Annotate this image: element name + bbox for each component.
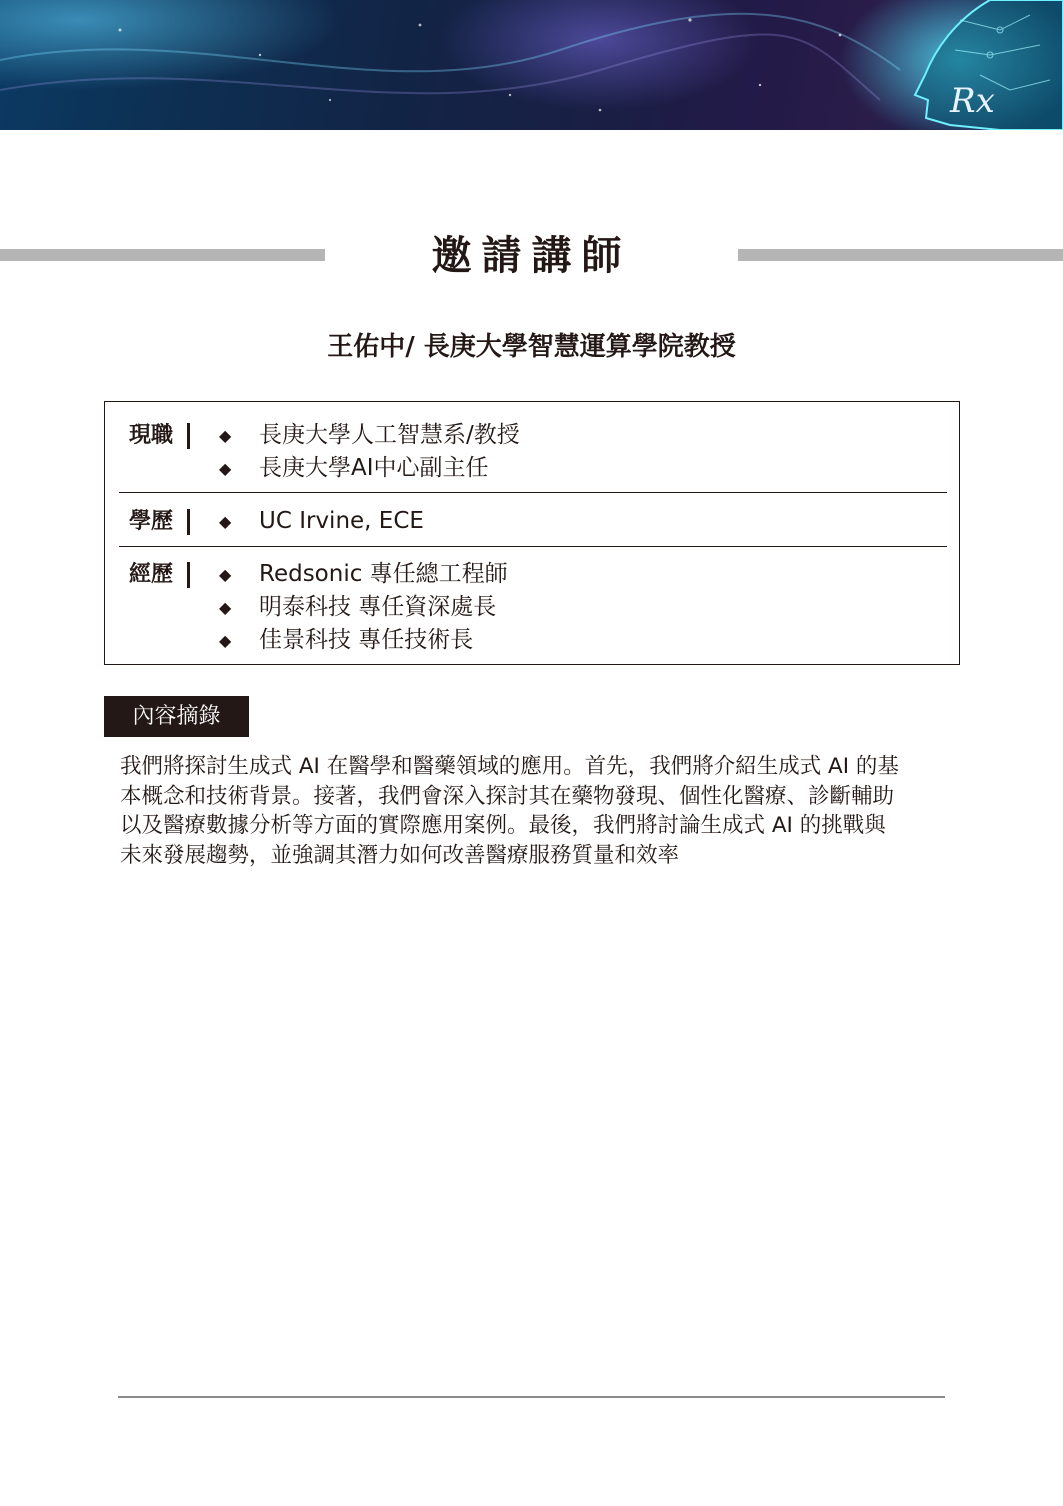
list-item: ◆ 長庚大學人工智慧系/教授 bbox=[219, 419, 520, 452]
abstract-line: 未來發展趨勢，並強調其潛力如何改善醫療服務質量和效率 bbox=[120, 842, 680, 868]
header-banner bbox=[0, 0, 1063, 130]
cv-row-current bbox=[119, 419, 947, 493]
abstract-text bbox=[120, 752, 950, 870]
cv-row-experience bbox=[119, 558, 947, 658]
list-item: ◆ 長庚大學AI中心副主任 bbox=[219, 452, 520, 485]
cv-label-education: 學歷 bbox=[129, 509, 174, 534]
diamond-bullet-icon: ◆ bbox=[219, 512, 232, 531]
banner-artwork bbox=[0, 0, 1063, 130]
abstract-line: 我們將探討生成式 AI 在醫學和醫藥領域的應用。首先，我們將介紹生成式 AI 的基 bbox=[120, 754, 899, 779]
speaker-name: 王佑中/ 長庚大學智慧運算學院教授 bbox=[327, 332, 736, 362]
diamond-bullet-icon: ◆ bbox=[219, 459, 232, 478]
cv-list-experience bbox=[219, 558, 508, 657]
footer-divider bbox=[118, 1396, 945, 1398]
section-tag: 內容摘錄 bbox=[104, 696, 249, 737]
diamond-bullet-icon: ◆ bbox=[219, 426, 232, 445]
abstract-line: 本概念和技術背景。接著，我們會深入探討其在藥物發現、個性化醫療、診斷輔助 bbox=[120, 783, 895, 809]
cv-list-education bbox=[219, 505, 424, 538]
list-item: ◆ UC Irvine, ECE bbox=[219, 505, 424, 538]
label-separator bbox=[187, 562, 190, 588]
diamond-bullet-icon: ◆ bbox=[219, 565, 232, 584]
diamond-bullet-icon: ◆ bbox=[219, 598, 232, 617]
list-item: ◆ 佳景科技 專任技術長 bbox=[219, 624, 508, 657]
diamond-bullet-icon: ◆ bbox=[219, 631, 232, 650]
title-rule-left bbox=[0, 249, 325, 261]
cv-label-current: 現職 bbox=[129, 423, 174, 448]
list-item: ◆ Redsonic 專任總工程師 bbox=[219, 558, 508, 591]
cv-row-education bbox=[119, 505, 947, 547]
title-rule-right bbox=[738, 249, 1063, 261]
title-section bbox=[0, 220, 1063, 290]
label-separator bbox=[187, 509, 190, 535]
page-title: 邀請講師 bbox=[431, 233, 632, 279]
list-item: ◆ 明泰科技 專任資深處長 bbox=[219, 591, 508, 624]
cv-table bbox=[104, 401, 960, 665]
cv-list-current bbox=[219, 419, 520, 485]
rx-emblem: Rx bbox=[950, 81, 995, 121]
cv-label-experience: 經歷 bbox=[129, 562, 174, 587]
abstract-line: 以及醫療數據分析等方面的實際應用案例。最後，我們將討論生成式 AI 的挑戰與 bbox=[120, 813, 886, 838]
label-separator bbox=[187, 423, 190, 449]
